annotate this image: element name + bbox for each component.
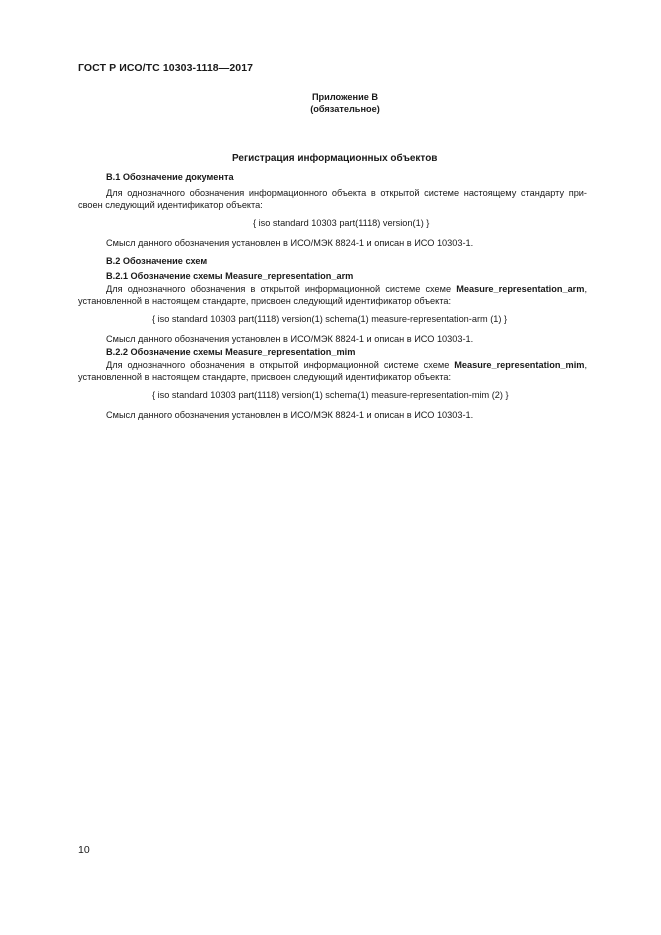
b1-identifier: { iso standard 10303 part(1118) version(1) } xyxy=(253,218,430,228)
b21-paragraph-line1 xyxy=(106,283,587,295)
b22-paragraph-line1 xyxy=(106,359,587,371)
b22-identifier: { iso standard 10303 part(1118) version(1) schema(1) measure-representation-mim (2) } xyxy=(152,390,509,400)
b1-paragraph-line1: Для однозначного обозначения информационного объекта в открытой системе настоящему стандарту при- xyxy=(106,188,587,198)
b21-paragraph-text: Для однозначного обозначения в открытой информационной системе схеме xyxy=(106,284,457,294)
b22-meaning: Смысл данного обозначения установлен в ИСО/МЭК 8824-1 и описан в ИСО 10303-1. xyxy=(106,410,474,420)
b21-paragraph-comma: , xyxy=(584,284,587,294)
appendix-type: (обязательное) xyxy=(310,104,380,114)
b22-paragraph-comma: , xyxy=(584,360,587,370)
section-title: Регистрация информационных объектов xyxy=(232,153,438,164)
b21-meaning: Смысл данного обозначения установлен в ИСО/МЭК 8824-1 и описан в ИСО 10303-1. xyxy=(106,334,474,344)
b1-meaning: Смысл данного обозначения установлен в ИСО/МЭК 8824-1 и описан в ИСО 10303-1. xyxy=(106,238,474,248)
b2-heading: В.2 Обозначение схем xyxy=(106,256,208,266)
b1-heading: В.1 Обозначение документа xyxy=(106,172,234,182)
b22-heading: В.2.2 Обозначение схемы Measure_representation_mim xyxy=(106,347,356,357)
b21-schema-name: Measure_representation_arm xyxy=(456,284,585,294)
b1-paragraph-line2: своен следующий идентификатор объекта: xyxy=(78,200,263,210)
b21-paragraph-line2: установленной в настоящем стандарте, присвоен следующий идентификатор объекта: xyxy=(78,296,452,306)
b22-paragraph-line2: установленной в настоящем стандарте, присвоен следующий идентификатор объекта: xyxy=(78,372,452,382)
b22-paragraph-text: Для однозначного обозначения в открытой информационной системе схеме xyxy=(106,360,455,370)
b21-identifier: { iso standard 10303 part(1118) version(1) schema(1) measure-representation-arm (1) } xyxy=(152,314,508,324)
b21-heading: В.2.1 Обозначение схемы Measure_representation_arm xyxy=(106,271,354,281)
appendix-title: Приложение В xyxy=(311,92,379,102)
page-number: 10 xyxy=(78,844,90,856)
appendix-heading xyxy=(280,91,410,115)
document-code: ГОСТ Р ИСО/ТС 10303-1118—2017 xyxy=(78,62,254,74)
b22-schema-name: Measure_representation_mim xyxy=(454,360,585,370)
